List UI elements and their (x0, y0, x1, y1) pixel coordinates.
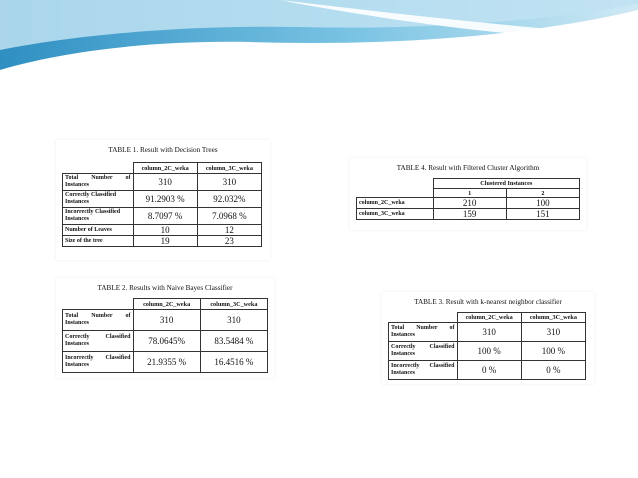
table1-cell: 10 (133, 225, 197, 236)
table2-panel (56, 278, 274, 378)
table1-cell: 91.2903 % (133, 191, 197, 208)
table1-cell: 7.0968 % (197, 208, 261, 225)
table3-row-label: Correctly Classified Instances (389, 342, 458, 361)
table1-panel (56, 140, 270, 260)
table2-caption: TABLE 2. Results with Naive Bayes Classifier (97, 284, 233, 292)
table1-cell: 23 (197, 236, 261, 247)
table4-caption: TABLE 4. Result with Filtered Cluster Algorithm (396, 164, 540, 172)
table4-subheader: 1 (433, 189, 506, 198)
table3-cell: 100 % (521, 342, 585, 361)
table1-row-label: Total Number of Instances (63, 174, 134, 191)
table2-cell: 21.9355 % (133, 352, 200, 373)
table1-cell: 19 (133, 236, 197, 247)
table3-cell: 310 (457, 323, 521, 342)
table1 (62, 162, 262, 247)
table3-col-header: column_2C_weka (457, 313, 521, 323)
table3-row-label: Incorrectly Classified Instances (389, 361, 458, 380)
table2-cell: 16.4516 % (200, 352, 267, 373)
table3-cell: 0 % (521, 361, 585, 380)
table4-row-label: column_2C_weka (357, 198, 434, 209)
table2 (62, 298, 268, 373)
table1-col-header: column_3C_weka (197, 163, 261, 174)
table4-cell: 159 (433, 209, 506, 220)
table2-col-header: column_2C_weka (133, 299, 200, 310)
table4-panel (350, 158, 586, 230)
table4-subheader: 2 (506, 189, 579, 198)
table2-cell: 310 (200, 310, 267, 331)
table4-group-header: Clustered Instances (433, 179, 580, 189)
table2-row-label: Total Number of Instances (63, 310, 134, 331)
table3-row-label: Total Number of Instances (389, 323, 458, 342)
table4-cell: 100 (506, 198, 579, 209)
table3-cell: 100 % (457, 342, 521, 361)
table1-row-label: Size of the tree (63, 236, 134, 247)
table2-cell: 78.0645% (133, 331, 200, 352)
table3-caption: TABLE 3. Result with k-nearest neighbor classifier (414, 298, 562, 306)
table3 (388, 312, 586, 380)
table1-col-header: column_2C_weka (133, 163, 197, 174)
table4 (356, 178, 580, 220)
table1-cell: 12 (197, 225, 261, 236)
table3-panel (382, 292, 594, 384)
table1-cell: 310 (133, 174, 197, 191)
table1-cell: 310 (197, 174, 261, 191)
table1-cell: 8.7097 % (133, 208, 197, 225)
table1-row-label: Incorrectly Classified Instances (63, 208, 134, 225)
table3-cell: 0 % (457, 361, 521, 380)
table3-col-header: column_3C_weka (521, 313, 585, 323)
table2-row-label: Correctly Classified Instances (63, 331, 134, 352)
table4-row-label: column_3C_weka (357, 209, 434, 220)
table3-cell: 310 (521, 323, 585, 342)
table2-col-header: column_3C_weka (200, 299, 267, 310)
table1-caption: TABLE 1. Result with Decision Trees (108, 146, 218, 154)
table4-cell: 151 (506, 209, 579, 220)
decorative-banner (0, 0, 638, 80)
table4-cell: 210 (433, 198, 506, 209)
table1-cell: 92.032% (197, 191, 261, 208)
table2-cell: 83.5484 % (200, 331, 267, 352)
table1-row-label: Correctly Classified Instances (63, 191, 134, 208)
table2-cell: 310 (133, 310, 200, 331)
table1-row-label: Number of Leaves (63, 225, 134, 236)
table2-row-label: Incorrectly Classified Instances (63, 352, 134, 373)
